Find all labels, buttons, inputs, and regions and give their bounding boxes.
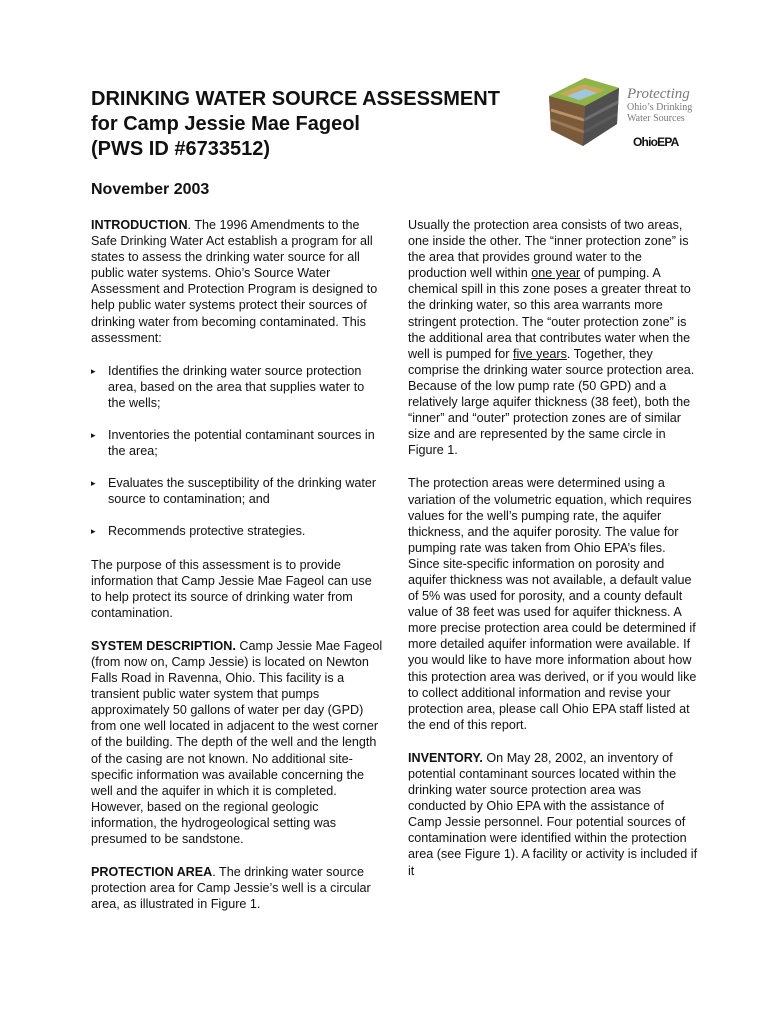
zones-text-a: Usually the protection area consists of two areas, one inside the other. The “inner protection zone” is the area that provides ground water to the production well within xyxy=(408,218,689,281)
one-year-emphasis: one year xyxy=(531,266,581,281)
ohio-epa-logo xyxy=(545,74,697,156)
protection-area-heading: PROTECTION AREA xyxy=(91,865,213,880)
inventory-paragraph xyxy=(408,750,698,879)
logo-subtitle-line2: Water Sources xyxy=(627,113,685,124)
logo-agency-text: OhioEPA xyxy=(633,135,679,149)
protection-area-text: . The drinking water source protection area for Camp Jessie’s well is a circular area, as illustrated in Figure 1. xyxy=(91,865,371,912)
purpose-paragraph: The purpose of this assessment is to provide information that Camp Jessie Mae Fageol can use to help protect its source of drinking water from contamination. xyxy=(91,557,372,620)
system-description-text: Camp Jessie Mae Fageol (from now on, Camp Jessie) is located on Newton Falls Road in Ravenna, Ohio. This facility is a transient public water system that pumps approximately 50 gallons of water per day (GPD) from one well located in adjacent to the west corner of the building. The depth of the well and the length of the casing are not known. No additional site-specific information was available concerning the well and the aquifer in which it is completed. However, based on the regional geologic information, the hydrogeological setting was presumed to be sandstone. xyxy=(91,638,383,846)
zones-text-b: of pumping. A chemical spill in this zone poses a greater threat to the drinking water, so this area warrants more stringent protection. The “outer protection zone” is the additional area that contributes water when the well is pumped for xyxy=(408,266,691,361)
delineation-method-paragraph: The protection areas were determined using a variation of the volumetric equation, which requires values for the well’s pumping rate, the aquifer thickness, and the aquifer porosity. The value for pumping rate was taken from Ohio EPA’s files. Since site-specific information on porosity and aquifer thickness was not available, a default value of 5% was used for porosity, and a county default value of 38 feet was used for aquifer thickness. A more precise protection area could be determined if more detailed aquifer information were available. If you would like to have more information about how this protection area was derived, or if you would like to collect additional information and revise your protection area, please call Ohio EPA staff listed at the end of this report. xyxy=(408,476,697,732)
introduction-text: . The 1996 Amendments to the Safe Drinking Water Act establish a program for all states to assess the drinking water source for all public water systems. Ohio’s Source Water Assessment and Protection Program is designed to help public water systems protect their sources of drinking water from becoming contaminated. This assessment: xyxy=(91,218,378,345)
title-line-1: DRINKING WATER SOURCE ASSESSMENT xyxy=(91,88,500,110)
left-column xyxy=(91,217,383,912)
logo-protecting-text: Protecting xyxy=(627,86,690,102)
title-line-3: (PWS ID #6733512) xyxy=(91,138,270,160)
document-date: November 2003 xyxy=(91,181,210,198)
assessment-list xyxy=(91,363,383,540)
five-years-emphasis: five years xyxy=(513,346,567,361)
right-column xyxy=(408,217,698,879)
document-title xyxy=(91,87,531,162)
inventory-text: On May 28, 2002, an inventory of potential contaminant sources located within the drinking water source protection area was conducted by Ohio EPA with the assistance of Camp Jessie personnel. Four potential sources of contamination were identified within the protection area (see Figure 1). A facility or activity is included if it xyxy=(408,750,698,878)
protection-area-paragraph xyxy=(91,864,383,912)
list-item: ▸ Evaluates the susceptibility of the drinking water source to contamination; and xyxy=(91,475,383,507)
introduction-paragraph xyxy=(91,217,383,346)
zones-text-c: . Together, they comprise the drinking water source protection area. Because of the low pump rate (50 GPD) and a relatively large aquifer thickness (38 feet), both the “inner” and “outer” protection zones are of similar size and are represented by the same circle in Figure 1. xyxy=(408,346,695,458)
logo-subtitle-line1: Ohio’s Drinking xyxy=(627,102,693,113)
list-item: ▸ Recommends protective strategies. xyxy=(91,523,383,539)
inventory-heading: INVENTORY. xyxy=(408,750,483,765)
title-line-2: for Camp Jessie Mae Fageol xyxy=(91,113,360,135)
system-description-heading: SYSTEM DESCRIPTION. xyxy=(91,638,236,653)
protection-zones-paragraph xyxy=(408,217,698,458)
list-item: ▸ Inventories the potential contaminant sources in the area; xyxy=(91,427,383,459)
list-item: ▸ Identifies the drinking water source protection area, based on the area that supplies water to the wells; xyxy=(91,363,383,411)
system-description-paragraph xyxy=(91,638,383,847)
introduction-heading: INTRODUCTION xyxy=(91,218,188,232)
